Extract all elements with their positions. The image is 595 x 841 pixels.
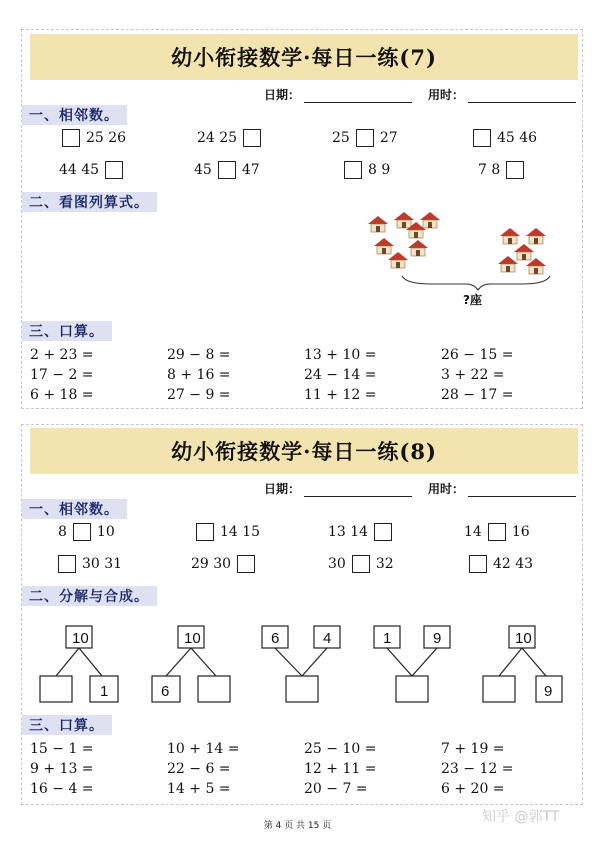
bond-top-number: 10 bbox=[184, 630, 201, 647]
neighbor-item bbox=[328, 555, 394, 573]
date-label: 日期： bbox=[263, 482, 300, 496]
answer-box[interactable] bbox=[243, 129, 261, 147]
date-blank[interactable] bbox=[304, 89, 412, 103]
bond-top-left-number: 1 bbox=[383, 630, 392, 647]
neighbor-numbers: 42 43 bbox=[493, 556, 534, 572]
answer-box[interactable] bbox=[473, 129, 491, 147]
neighbor-item bbox=[58, 523, 115, 541]
section-label: 三、口算。 bbox=[29, 718, 104, 734]
calc-item: 24 − 14 = bbox=[304, 367, 377, 383]
date-time-line bbox=[264, 86, 576, 103]
time-blank[interactable] bbox=[468, 483, 576, 497]
calc-item: 25 − 10 = bbox=[304, 741, 377, 757]
neighbors-row bbox=[22, 129, 584, 153]
answer-box[interactable] bbox=[58, 555, 76, 573]
answer-box[interactable] bbox=[374, 523, 392, 541]
answer-box[interactable] bbox=[488, 523, 506, 541]
calc-item: 9 + 13 = bbox=[30, 761, 94, 777]
neighbor-numbers: 25 26 bbox=[86, 130, 127, 146]
calc-item: 14 + 5 = bbox=[167, 781, 231, 797]
calc-item: 16 − 4 = bbox=[30, 781, 94, 797]
neighbor-item bbox=[58, 555, 122, 573]
neighbor-item bbox=[478, 161, 524, 179]
section-label: 一、相邻数。 bbox=[29, 108, 119, 124]
neighbor-item bbox=[469, 555, 533, 573]
answer-box[interactable] bbox=[356, 129, 374, 147]
calc-item: 28 − 17 = bbox=[441, 387, 514, 403]
neighbor-numbers: 8 bbox=[58, 524, 67, 540]
calc-item: 6 + 20 = bbox=[441, 781, 505, 797]
neighbor-item bbox=[332, 129, 398, 147]
neighbor-numbers: 13 14 bbox=[328, 524, 369, 540]
neighbor-numbers: 16 bbox=[511, 524, 530, 540]
calc-item: 2 + 23 = bbox=[30, 347, 94, 363]
answer-box[interactable] bbox=[344, 161, 362, 179]
title-text: 幼小衔接数学·每日一练(8) bbox=[171, 439, 437, 464]
calc-item: 27 − 9 = bbox=[167, 387, 231, 403]
neighbor-numbers: 30 31 bbox=[82, 556, 123, 572]
section-label: 二、看图列算式。 bbox=[29, 195, 149, 211]
neighbor-numbers: 25 bbox=[332, 130, 350, 146]
calc-item: 17 − 2 = bbox=[30, 367, 94, 383]
calc-item: 22 − 6 = bbox=[167, 761, 231, 777]
answer-box[interactable] bbox=[105, 161, 123, 179]
neighbor-numbers: 8 9 bbox=[368, 162, 391, 178]
neighbors-row bbox=[22, 523, 584, 547]
neighbor-numbers: 14 bbox=[464, 524, 482, 540]
answer-box[interactable] bbox=[506, 161, 524, 179]
neighbor-item bbox=[464, 523, 530, 541]
calc-item: 23 − 12 = bbox=[441, 761, 514, 777]
title-text: 幼小衔接数学·每日一练(7) bbox=[171, 45, 437, 70]
worksheet-title bbox=[30, 428, 578, 474]
answer-box[interactable] bbox=[73, 523, 91, 541]
worksheet-7 bbox=[21, 29, 583, 409]
neighbor-numbers: 44 45 bbox=[59, 162, 100, 178]
neighbor-numbers: 29 30 bbox=[191, 556, 232, 572]
neighbor-numbers: 14 15 bbox=[220, 524, 261, 540]
time-label: 用时： bbox=[427, 88, 464, 102]
bond-top-left-number: 6 bbox=[271, 630, 280, 647]
worksheet-8 bbox=[21, 424, 583, 805]
section-label: 一、相邻数。 bbox=[29, 502, 119, 518]
answer-box[interactable] bbox=[218, 161, 236, 179]
calc-item: 10 + 14 = bbox=[167, 741, 240, 757]
neighbor-item bbox=[196, 523, 260, 541]
neighbors-row bbox=[22, 161, 584, 185]
neighbor-item bbox=[191, 555, 255, 573]
section-neighbors-heading bbox=[22, 105, 127, 125]
neighbor-numbers: 45 bbox=[194, 162, 212, 178]
worksheet-title bbox=[30, 34, 578, 80]
answer-box[interactable] bbox=[237, 555, 255, 573]
bond-top-right-number: 4 bbox=[323, 630, 332, 647]
answer-box[interactable] bbox=[62, 129, 80, 147]
watermark: 知乎 @郭TT bbox=[482, 809, 560, 825]
calc-item: 13 + 10 = bbox=[304, 347, 377, 363]
neighbors-row bbox=[22, 555, 584, 579]
section-decompose-heading bbox=[22, 586, 157, 606]
answer-box[interactable] bbox=[469, 555, 487, 573]
date-label: 日期： bbox=[263, 88, 300, 102]
neighbor-item bbox=[194, 161, 260, 179]
date-time-line bbox=[264, 480, 576, 497]
section-label: 二、分解与合成。 bbox=[29, 589, 149, 605]
bond-right-number: 1 bbox=[100, 683, 109, 700]
calc-item: 29 − 8 = bbox=[167, 347, 231, 363]
neighbor-numbers: 27 bbox=[379, 130, 398, 146]
picture-question: ?座 bbox=[463, 293, 482, 307]
bond-left-number: 6 bbox=[161, 683, 170, 700]
neighbor-item bbox=[62, 129, 126, 147]
answer-box[interactable] bbox=[196, 523, 214, 541]
neighbor-item bbox=[344, 161, 390, 179]
time-blank[interactable] bbox=[468, 89, 576, 103]
bond-top-number: 10 bbox=[72, 630, 89, 647]
neighbor-numbers: 24 25 bbox=[197, 130, 238, 146]
neighbor-numbers: 32 bbox=[375, 556, 394, 572]
calc-item: 26 − 15 = bbox=[441, 347, 514, 363]
neighbor-numbers: 10 bbox=[96, 524, 115, 540]
section-mental-math-heading bbox=[22, 715, 112, 735]
neighbor-numbers: 7 8 bbox=[478, 162, 501, 178]
date-blank[interactable] bbox=[304, 483, 412, 497]
calc-item: 6 + 18 = bbox=[30, 387, 94, 403]
calc-item: 11 + 12 = bbox=[304, 387, 377, 403]
calc-item: 8 + 16 = bbox=[167, 367, 231, 383]
house-icon bbox=[368, 212, 546, 274]
time-label: 用时： bbox=[427, 482, 464, 496]
answer-box[interactable] bbox=[352, 555, 370, 573]
neighbor-numbers: 30 bbox=[328, 556, 346, 572]
calc-item: 12 + 11 = bbox=[304, 761, 377, 777]
neighbor-numbers: 47 bbox=[241, 162, 260, 178]
section-label: 三、口算。 bbox=[29, 324, 104, 340]
bond-top-number: 10 bbox=[515, 630, 532, 647]
bond-top-right-number: 9 bbox=[433, 630, 442, 647]
calc-item: 3 + 22 = bbox=[441, 367, 505, 383]
calc-item: 20 − 7 = bbox=[304, 781, 368, 797]
neighbor-item bbox=[473, 129, 537, 147]
neighbor-item bbox=[197, 129, 261, 147]
neighbor-item bbox=[59, 161, 123, 179]
section-mental-math-heading bbox=[22, 321, 112, 341]
section-neighbors-heading bbox=[22, 499, 127, 519]
neighbor-numbers: 45 46 bbox=[497, 130, 538, 146]
calc-item: 7 + 19 = bbox=[441, 741, 505, 757]
bond-right-number: 9 bbox=[544, 683, 553, 700]
page-footer: 第 4 页 共 15 页 bbox=[263, 821, 332, 831]
calc-item: 15 − 1 = bbox=[30, 741, 94, 757]
neighbor-item bbox=[328, 523, 392, 541]
section-picture-heading bbox=[22, 192, 157, 212]
